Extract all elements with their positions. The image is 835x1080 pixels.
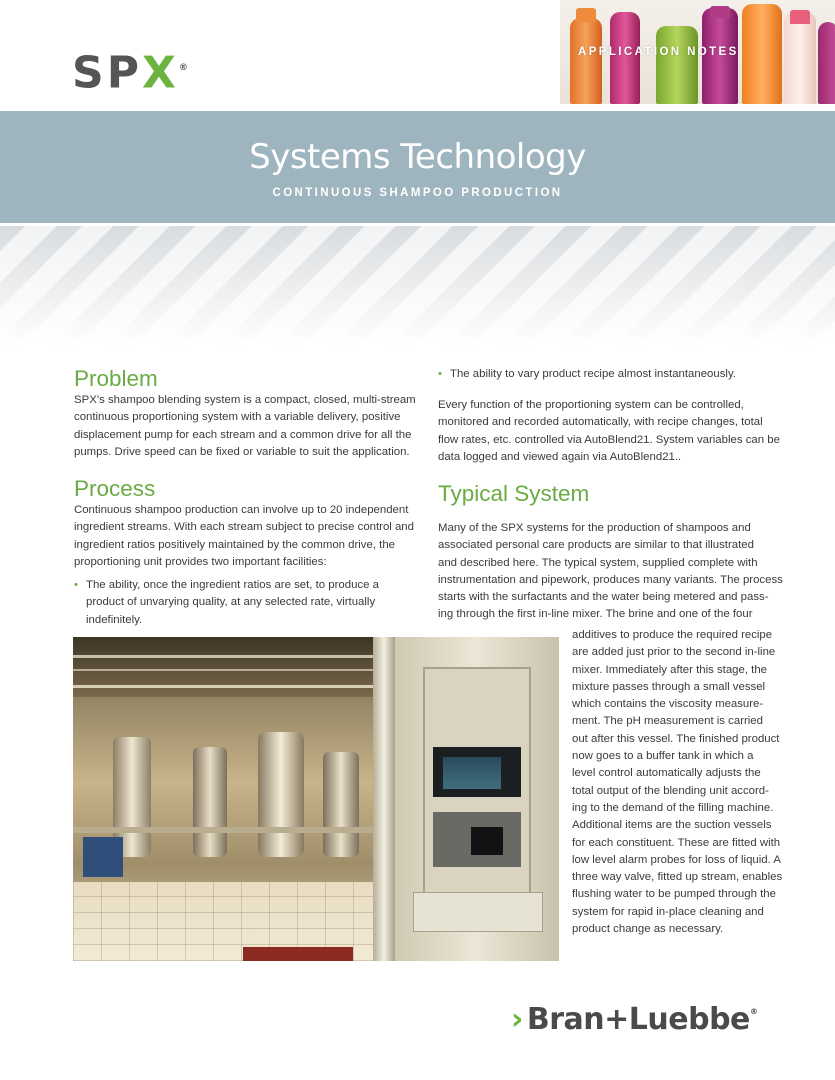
spx-registered-mark: ® (178, 63, 188, 73)
typical-line: ing to the demand of the filling machine. (572, 801, 774, 814)
process-line: proportioning unit provides two important facilities: (74, 555, 327, 568)
problem-line: pumps. Drive speed can be fixed or variable to suit the application. (74, 445, 410, 458)
problem-line: SPX’s shampoo blending system is a compact, closed, multi-stream (74, 394, 416, 406)
bullet-dot-icon: • (74, 579, 78, 591)
typical-line: system for rapid in-place cleaning and (572, 905, 764, 918)
typical-system-text-narrow (572, 627, 802, 938)
typical-system-heading: Typical System (438, 481, 590, 506)
typical-line: ment. The pH measurement is carried (572, 715, 763, 728)
typical-line: Many of the SPX systems for the production of shampoos and (438, 522, 751, 534)
process-bullet-1 (74, 577, 414, 629)
typical-line: instrumentation and pipework, produces many variants. The process (438, 573, 783, 586)
typical-line: flushing water to be pumped through the (572, 888, 776, 901)
typical-line: level control automatically adjusts the (572, 767, 761, 780)
typical-line: three way valve, fitted up stream, enables (572, 871, 783, 884)
typical-line: additives to produce the required recipe (572, 629, 773, 641)
typical-line: low level alarm probes for loss of liquid. A (572, 853, 781, 866)
problem-text (74, 392, 424, 461)
typical-line: product change as necessary. (572, 923, 724, 936)
process-bullet-2 (438, 366, 798, 383)
typical-line: mixer. Immediately after this stage, the (572, 663, 767, 676)
page-subtitle: CONTINUOUS SHAMPOO PRODUCTION (272, 187, 563, 199)
page-title: Systems Technology (249, 137, 586, 177)
process-line: Continuous shampoo production can involve up to 20 independent (74, 504, 409, 516)
typical-line: which contains the viscosity measure- (572, 698, 764, 711)
problem-line: continuous proportioning system with a variable delivery, positive (74, 411, 401, 424)
bran-luebbe-registered-mark: ® (749, 1007, 758, 1016)
typical-line: out after this vessel. The finished product (572, 732, 780, 745)
bran-luebbe-logo-text: Bran+Luebbe (526, 1002, 750, 1037)
spx-logo-x: X (141, 47, 179, 99)
typical-line: and described here. The typical system, supplied complete with (438, 556, 758, 569)
bullet-line: indefinitely. (86, 613, 143, 626)
process-line: ingredient streams. With each stream subject to precise control and (74, 521, 414, 534)
control-line: data logged and viewed again via AutoBlend21.. (438, 450, 682, 463)
bullet-line: The ability to vary product recipe almost instantaneously. (450, 368, 736, 380)
typical-line: are added just prior to the second in-line (572, 646, 776, 659)
application-notes-label: APPLICATION NOTES (578, 46, 739, 58)
header-product-image (560, 0, 835, 104)
typical-system-text (438, 520, 798, 624)
control-line: Every function of the proportioning system can be controlled, (438, 399, 744, 411)
decorative-stripe-band (0, 226, 835, 346)
title-band (0, 111, 835, 223)
bran-luebbe-logo (511, 996, 757, 1040)
process-line: ingredient ratios positively maintained by the common drive, the (74, 538, 396, 551)
typical-line: total output of the blending unit accord- (572, 784, 769, 797)
spx-logo-text: SP (72, 47, 142, 99)
typical-line: mixture passes through a small vessel (572, 680, 766, 693)
process-heading: Process (74, 476, 156, 501)
typical-line: Additional items are the suction vessels (572, 819, 772, 832)
bullet-line: The ability, once the ingredient ratios are set, to produce a (86, 579, 379, 591)
typical-line: for each constituent. These are fitted with (572, 836, 781, 849)
control-line: monitored and recorded automatically, with recipe changes, total (438, 416, 763, 429)
bullet-dot-icon: • (438, 368, 442, 380)
typical-line: associated personal care products are similar to that illustrated (438, 539, 754, 552)
typical-line: ing through the first in-line mixer. The brine and one of the four (438, 608, 753, 621)
spx-logo (72, 47, 188, 99)
chevron-right-icon: › (511, 1002, 523, 1037)
typical-line: now goes to a buffer tank in which a (572, 750, 754, 763)
control-text (438, 397, 798, 466)
bullet-line: product of unvarying quality, at any selected rate, virtually (86, 596, 376, 609)
problem-heading: Problem (74, 366, 158, 391)
process-text (74, 502, 424, 571)
problem-line: displacement pump for each stream and a common drive for all the (74, 428, 412, 441)
control-line: flow rates, etc. controlled via AutoBlend21. System variables can be (438, 433, 780, 446)
system-photo (73, 637, 559, 961)
typical-line: starts with the surfactants and the water being metered and pass- (438, 591, 769, 604)
